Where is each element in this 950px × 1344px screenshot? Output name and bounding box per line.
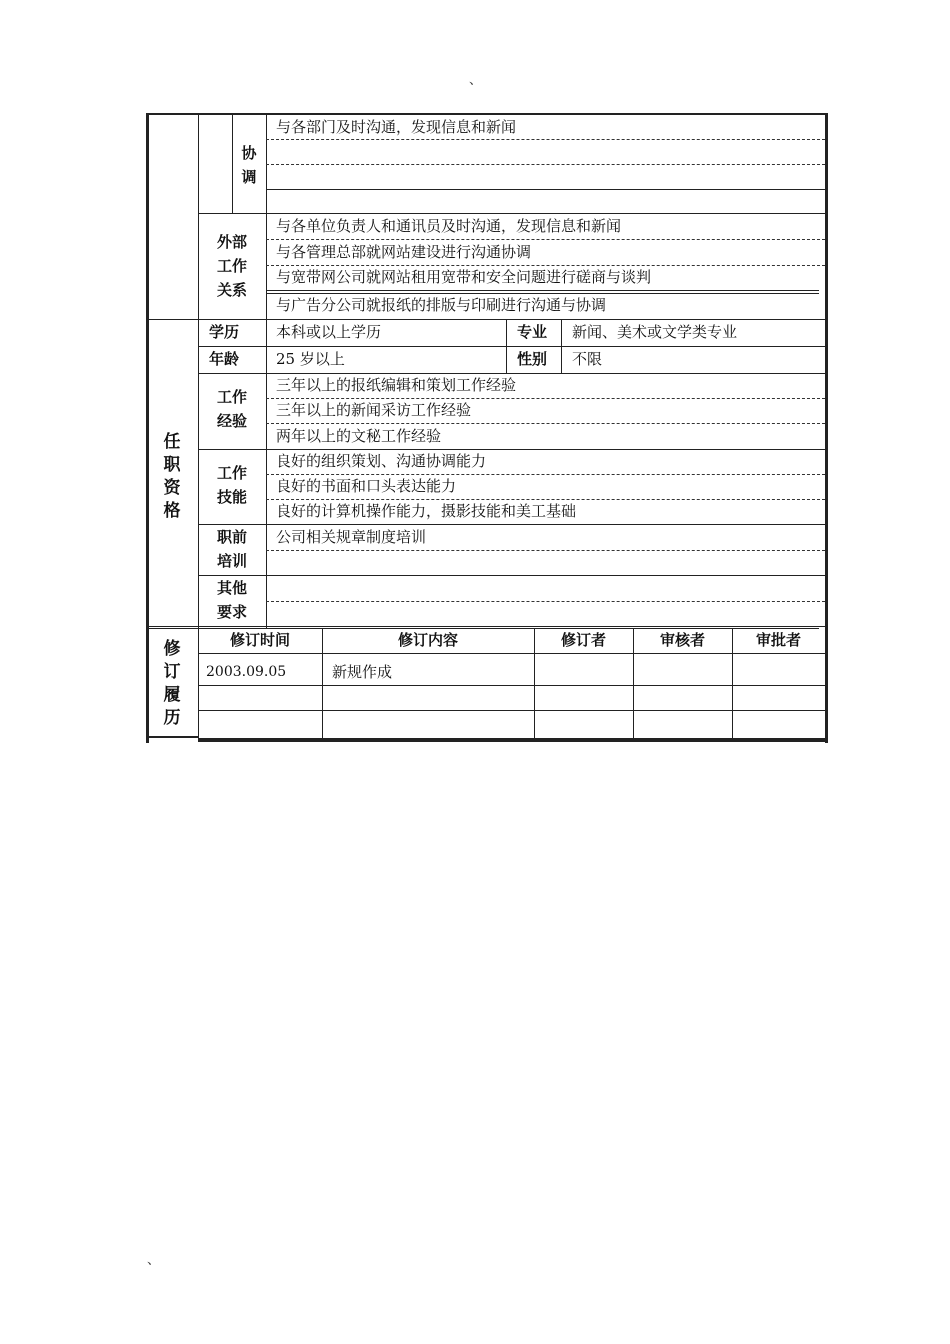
other-requirements-label: 其他 要求 xyxy=(216,579,247,621)
right-border xyxy=(825,113,828,743)
revision-header-time: 修订时间 xyxy=(229,631,290,649)
experience-row-3: 两年以上的文秘工作经验 xyxy=(276,427,442,445)
qualifications-section-label: 任 职 资 格 xyxy=(163,432,181,521)
external-row-3: 与宽带网公司就网站租用宽带和安全问题进行磋商与谈判 xyxy=(276,268,652,286)
major-value: 新闻、美术或文学类专业 xyxy=(572,323,738,341)
gender-value: 不限 xyxy=(572,350,603,368)
training-label: 职前 培训 xyxy=(216,528,247,570)
top-border xyxy=(146,113,828,115)
experience-row-1: 三年以上的报纸编辑和策划工作经验 xyxy=(276,376,517,394)
revision-header-reviser: 修订者 xyxy=(560,631,606,649)
experience-row-2: 三年以上的新闻采访工作经验 xyxy=(276,401,472,419)
coordination-row-1: 与各部门及时沟通，发现信息和新闻 xyxy=(276,118,517,136)
age-value: 25 岁以上 xyxy=(276,350,345,368)
coordination-label: 协 调 xyxy=(241,144,257,186)
revision-header-approver: 审批者 xyxy=(755,631,801,649)
bottom-border-left xyxy=(146,736,198,738)
revision-header-reviewer: 审核者 xyxy=(659,631,705,649)
skills-row-1: 良好的组织策划、沟通协调能力 xyxy=(276,452,487,470)
job-description-table xyxy=(146,113,828,743)
training-row-1: 公司相关规章制度培训 xyxy=(276,528,427,546)
skills-label: 工作 技能 xyxy=(216,464,247,506)
external-row-1: 与各单位负责人和通讯员及时沟通，发现信息和新闻 xyxy=(276,217,622,235)
gender-label: 性别 xyxy=(516,350,547,368)
experience-label: 工作 经验 xyxy=(216,388,247,430)
external-row-4: 与广告分公司就报纸的排版与印刷进行沟通与协调 xyxy=(276,296,607,314)
external-row-2: 与各管理总部就网站建设进行沟通协调 xyxy=(276,243,532,261)
page-mark-top: 、 xyxy=(469,73,483,88)
external-label: 外部 工作 关系 xyxy=(216,233,247,299)
revision-section-label: 修 订 履 历 xyxy=(163,639,181,728)
major-label: 专业 xyxy=(516,323,547,341)
education-value: 本科或以上学历 xyxy=(276,323,382,341)
age-label: 年龄 xyxy=(208,350,239,368)
education-label: 学历 xyxy=(208,323,239,341)
skills-row-2: 良好的书面和口头表达能力 xyxy=(276,477,457,495)
revision-row-1-content: 新规作成 xyxy=(332,663,393,681)
col-divider-inner xyxy=(232,113,233,213)
skills-row-3: 良好的计算机操作能力，摄影技能和美工基础 xyxy=(276,502,577,520)
revision-header-content: 修订内容 xyxy=(397,631,458,649)
revision-row-1-time: 2003.09.05 xyxy=(206,664,287,680)
left-border xyxy=(146,113,149,743)
page-mark-bottom: 、 xyxy=(147,1253,161,1268)
bottom-border xyxy=(198,738,828,742)
